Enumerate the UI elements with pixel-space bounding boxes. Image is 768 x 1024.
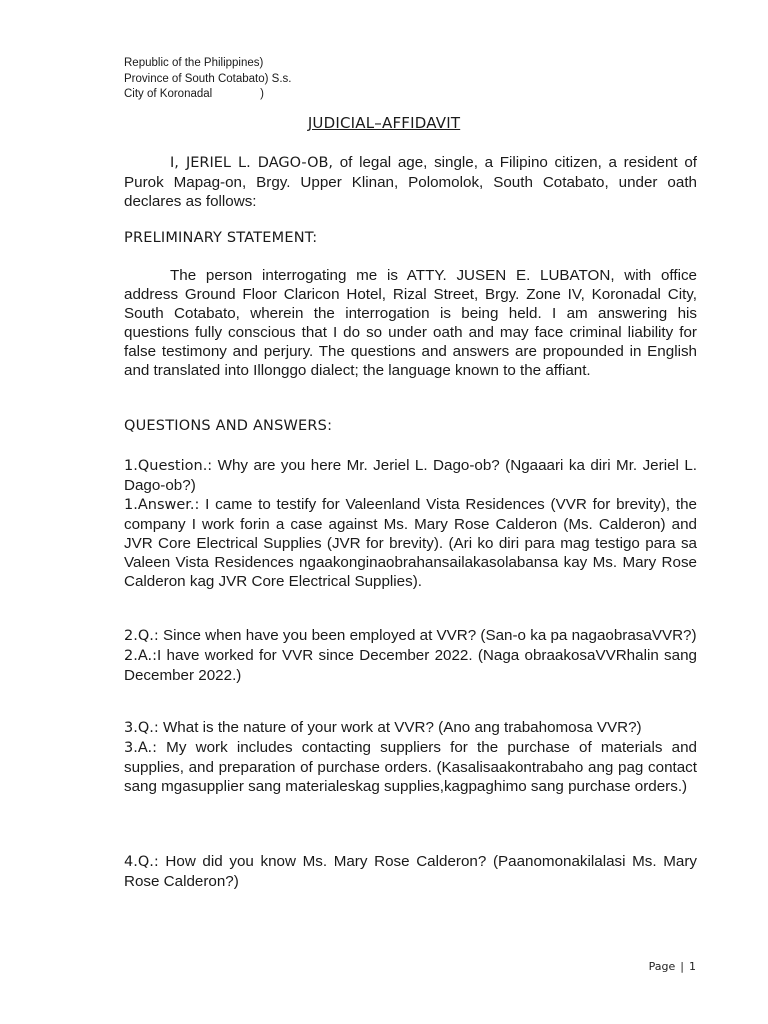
- intro-paragraph: [124, 153, 697, 211]
- question-label: 2.Q.:: [124, 628, 159, 644]
- preliminary-heading: PRELIMINARY STATEMENT:: [124, 230, 318, 246]
- preliminary-paragraph: The person interrogating me is ATTY. JUSEN E. LUBATON, with office address Ground Floor Claricon Hotel, Rizal Street, Brgy. Zone IV, Koronadal City, South Cotabato, wherein the interrogation is being held. I am answering his questions fully conscious that I do so under oath and may face criminal liability for false testimony and perjury. The questions and answers are propounded in English and translated into Illonggo dialect; the language known to the affiant.: [124, 267, 697, 379]
- answer-label: 3.A.:: [124, 740, 157, 756]
- qa-item-3: [124, 718, 697, 796]
- intro-text: of legal age, single, a Filipino citizen, a resident of Purok Mapag-on, Brgy. Upper Klinan, Polomolok, South Cotabato, under oath declares as follows:: [124, 154, 697, 210]
- page-separator: |: [680, 960, 684, 973]
- answer-text: I have worked for VVR since December 2022. (Naga obraakosaVVRhalin sang December 2022.): [124, 647, 697, 684]
- affiant-name: I, JERIEL L. DAGO-OB,: [170, 155, 334, 171]
- answer-text: My work includes contacting suppliers for the purchase of materials and supplies, and preparation of purchase orders. (Kasalisaakontrabaho ang pag contact sang mgasupplier sang materialeskag supplies,kagpaghimo sang purchase orders.): [124, 739, 697, 795]
- qa-item-1: [124, 456, 697, 591]
- qa-heading: QUESTIONS AND ANSWERS:: [124, 418, 333, 434]
- answer-1: [124, 495, 697, 591]
- question-text: Since when have you been employed at VVR? (San-o ka pa nagaobrasaVVR?): [158, 627, 697, 644]
- answer-text: I came to testify for Valeenland Vista Residences (VVR for brevity), the company I work forin a case against Ms. Mary Rose Calderon (Ms. Calderon) and JVR Core Electrical Supplies (JVR for brevity). (Ari ko diri para mag testigo para sa Valeen Vista Residences ngaakonginaobrahansailakasolabansa kay Ms. Mary Rose Calderon kag JVR Core Electrical Supplies).: [124, 496, 697, 590]
- document-title: JUDICIAL–AFFIDAVIT: [307, 114, 461, 132]
- venue-header: [124, 56, 291, 103]
- page-number: 1: [689, 960, 696, 973]
- page-label: Page: [648, 960, 676, 973]
- answer-label: 2.A.:: [124, 648, 157, 664]
- qa-item-4: [124, 852, 697, 891]
- venue-line-city: City of Koronadal ): [124, 88, 264, 100]
- venue-line-province: Province of South Cotabato) S.s.: [124, 72, 292, 85]
- answer-2: [124, 646, 697, 685]
- question-label: 1.Question.:: [124, 458, 213, 474]
- page-footer: [649, 960, 696, 973]
- question-text: How did you know Ms. Mary Rose Calderon? (Paanomonakilalasi Ms. Mary Rose Calderon?): [124, 853, 697, 890]
- question-text: Why are you here Mr. Jeriel L. Dago-ob? (Ngaaari ka diri Mr. Jeriel L. Dago-ob?): [124, 457, 697, 494]
- answer-3: [124, 738, 697, 796]
- question-1: [124, 456, 697, 495]
- question-4: [124, 852, 697, 891]
- question-label: 3.Q.:: [124, 720, 159, 736]
- question-2: [124, 626, 697, 646]
- question-label: 4.Q.:: [124, 854, 159, 870]
- question-text: What is the nature of your work at VVR? (Ano ang trabahomosa VVR?): [158, 719, 642, 736]
- venue-line-republic: Republic of the Philippines): [124, 57, 264, 69]
- answer-label: 1.Answer.:: [124, 497, 200, 513]
- qa-item-2: [124, 626, 697, 685]
- question-3: [124, 718, 697, 738]
